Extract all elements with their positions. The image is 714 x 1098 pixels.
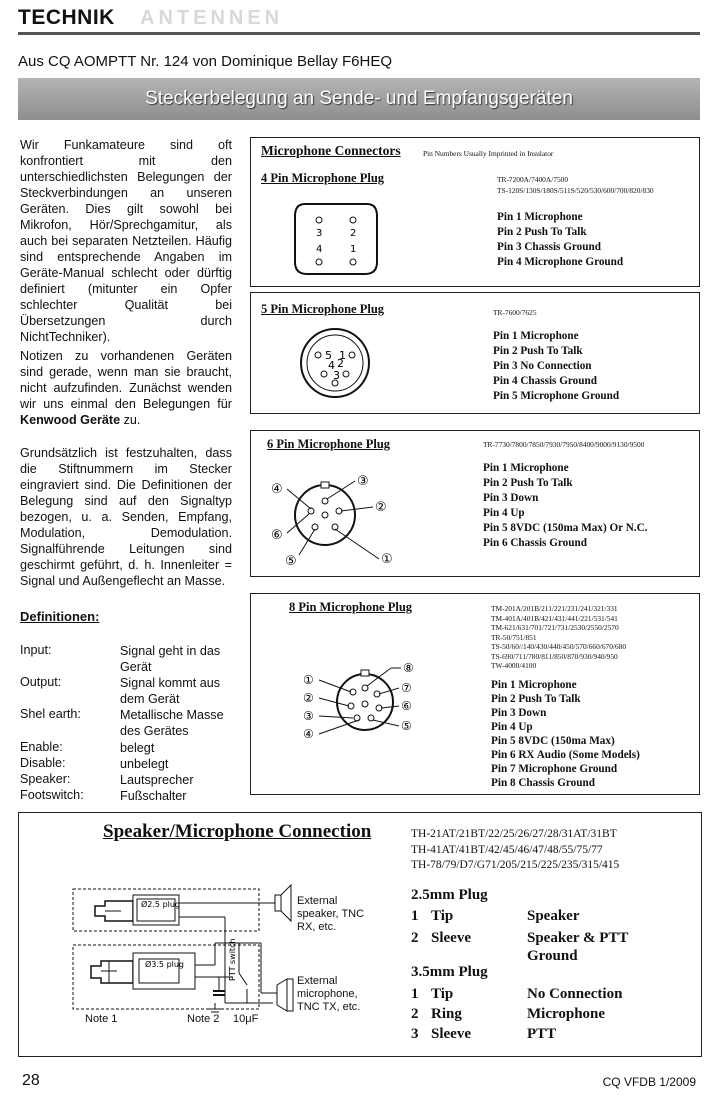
plug-25-title: 2.5mm Plug	[411, 887, 488, 903]
svg-text:⑦: ⑦	[401, 681, 412, 695]
mic-8pin-box	[250, 593, 700, 795]
mic-connectors-note: Pin Numbers Usually Imprinted in Insulator	[423, 149, 554, 158]
mic-4pin-models: TR-7200A/7400A/7500 TS-120S/130S/180S/511S/520/530/600/700/820/830	[497, 175, 654, 195]
plug-25-table: 1 Tip Speaker 2 Sleeve Speaker & PTT Ground	[411, 908, 629, 964]
svg-text:③: ③	[357, 474, 369, 489]
mic-6pin-models: TR-7730/7800/7850/7930/7950/8400/9000/9130/9500	[483, 440, 645, 449]
svg-text:⑤: ⑤	[401, 719, 412, 733]
mic-8pin-diagram	[295, 656, 455, 756]
svg-text:④: ④	[303, 727, 314, 741]
mic-8pin-models: TM-201A/201B/211/221/231/241/321/331 TM-401A/401B/421/431/441/221/531/541 TM-621/631/701/721/731/2530/2550/2570 TR-50/751/851 TS-50/60//140/430/440/450/570/660/670/680 TS-690/711/780/811/850/870/930/940/950 TW-4000/4100	[491, 604, 627, 670]
definition-value: belegt	[120, 741, 155, 755]
definition-value: Metallische Masse des Gerätes	[120, 708, 224, 738]
svg-text:4: 4	[328, 359, 335, 372]
svg-text:②: ②	[375, 500, 387, 515]
journal-footer: CQ VFDB 1/2009	[602, 1075, 696, 1089]
article-title: Steckerbelegung an Sende- und Empfangsgeräten	[145, 88, 573, 109]
svg-text:1: 1	[339, 349, 346, 362]
speaker-mic-title: Speaker/Microphone Connection	[103, 821, 372, 842]
section-title: TECHNIK	[18, 6, 115, 29]
svg-text:④: ④	[271, 482, 283, 497]
mic-6pin-box	[250, 430, 700, 577]
definition-term: Disable:	[20, 756, 66, 770]
mic-5pin-diagram	[297, 325, 373, 401]
svg-text:②: ②	[303, 691, 314, 705]
svg-text:4: 4	[316, 244, 323, 255]
plug-35-title: 3.5mm Plug	[411, 964, 488, 980]
svg-text:2: 2	[337, 357, 344, 370]
mic-5pin-pins: Pin 1 Microphone Pin 2 Push To Talk Pin 3 No Connection Pin 4 Chassis Ground Pin 5 Microphone Ground	[493, 330, 620, 402]
definition-term: Footswitch:	[20, 788, 84, 802]
mic-6pin-pins: Pin 1 Microphone Pin 2 Push To Talk Pin 3 Down Pin 4 Up Pin 5 8VDC (150ma Max) Or N.C. Pin 6 Chassis Ground	[483, 462, 648, 549]
intro-paragraph-2: Notizen zu vorhandenen Geräten sind gerade, wenn man sie braucht, nicht aufzufinden. Zunächst wenden wir uns einmal den Belegungen für Kenwood Geräte zu.	[20, 349, 232, 427]
svg-text:⑧: ⑧	[403, 661, 414, 675]
svg-text:Ø3.5 plug: Ø3.5 plug	[145, 960, 185, 969]
section-ghost-title: ANTENNEN	[140, 7, 284, 29]
definition-term: Speaker:	[20, 772, 71, 786]
svg-text:①: ①	[303, 673, 314, 687]
mic-6pin-title: 6 Pin Microphone Plug	[267, 437, 391, 451]
capacitor-label: 10μF	[233, 1013, 259, 1025]
definition-value: Signal geht in das Gerät	[120, 644, 221, 674]
svg-text:Ø2.5 plug: Ø2.5 plug	[141, 900, 181, 909]
definition-term: Enable:	[20, 740, 63, 754]
intro-paragraph-1: Wir Funkamateure sind oft konfrontiert mit den unterschiedlichsten Belegungen der Steckverbindungen an unseren Geräten. Dies gilt sowohl bei Mikrofon, Hör/Sprechgamitur, als auch bei separaten Netzteilen. Häufig sind entsprechende Angaben im Geräte-Manual schlecht oder dürftig definiert (mitunter ein Opfer schlechter Qualität bei Übersetzungen durch NichtTechniker).	[20, 138, 232, 344]
article-source: Aus CQ AOMPTT Nr. 124 von Dominique Bellay F6HEQ	[18, 53, 393, 70]
speaker-mic-box	[18, 812, 702, 1057]
mic-4pin-box	[250, 137, 700, 287]
svg-text:1: 1	[350, 244, 357, 255]
definition-value: unbelegt	[120, 757, 169, 771]
definition-term: Shel earth:	[20, 707, 81, 721]
mic-8pin-pins: Pin 1 Microphone Pin 2 Push To Talk Pin 3 Down Pin 4 Up Pin 5 8VDC (150ma Max) Pin 6 RX Audio (Some Models) Pin 7 Microphone Ground Pin 8 Chassis Ground	[491, 679, 640, 789]
page-number: 28	[22, 1072, 40, 1089]
svg-text:5: 5	[325, 349, 332, 362]
mic-6pin-diagram	[261, 467, 411, 571]
mic-4pin-diagram	[291, 198, 381, 280]
header-rule	[18, 32, 700, 35]
svg-text:⑥: ⑥	[271, 528, 283, 543]
external-microphone-label: External microphone, TNC TX, etc.	[297, 975, 361, 1013]
mic-connectors-heading: Microphone Connectors	[261, 143, 401, 158]
intro-paragraph-3: Grundsätzlich ist festzuhalten, dass die Stiftnummern im Stecker eingraviert sind. Die Definitionen der Belegung sind auf den Signaltyp bezogen, u. a. Senden, Empfang, Modulation, Demodulation. Signalführende Leitungen sind geschirmt geführt, d. h. Innenleiter = Signal und Außengeflecht an Masse.	[20, 446, 232, 588]
mic-5pin-models: TR-7600/7625	[493, 308, 537, 317]
definitions-heading: Definitionen:	[20, 609, 100, 624]
definition-value: Signal kommt aus dem Gerät	[120, 676, 221, 706]
svg-text:3: 3	[316, 228, 323, 239]
external-speaker-label: External speaker, TNC RX, etc.	[297, 895, 365, 933]
definition-value: Lautsprecher	[120, 773, 194, 787]
mic-4pin-title: 4 Pin Microphone Plug	[261, 171, 385, 185]
mic-5pin-box	[250, 292, 700, 414]
svg-text:①: ①	[381, 552, 393, 567]
speaker-mic-models: TH-21AT/21BT/22/25/26/27/28/31AT/31BT TH-41AT/41BT/42/45/46/47/48/55/75/77 TH-78/79/D7/G71/205/215/225/235/315/415	[411, 828, 620, 871]
note-1-label: Note 1	[85, 1013, 118, 1025]
mic-8pin-title: 8 Pin Microphone Plug	[289, 600, 413, 614]
definition-term: Input:	[20, 643, 52, 657]
svg-text:3: 3	[333, 369, 340, 382]
mic-5pin-title: 5 Pin Microphone Plug	[261, 302, 385, 316]
svg-text:⑥: ⑥	[401, 699, 412, 713]
svg-text:③: ③	[303, 709, 314, 723]
svg-text:⑤: ⑤	[285, 554, 297, 569]
note-2-label: Note 2	[187, 1013, 220, 1025]
definition-term: Output:	[20, 675, 62, 689]
plug-35-table: 1 Tip No Connection 2 Ring Microphone 3 Sleeve PTT	[411, 986, 623, 1042]
definition-value: Fußschalter	[120, 789, 187, 803]
mic-4pin-pins: Pin 1 Microphone Pin 2 Push To Talk Pin 3 Chassis Ground Pin 4 Microphone Ground	[497, 211, 624, 268]
svg-text:PTT switch: PTT switch	[228, 938, 237, 981]
svg-text:2: 2	[350, 228, 357, 239]
article-banner	[18, 78, 700, 120]
